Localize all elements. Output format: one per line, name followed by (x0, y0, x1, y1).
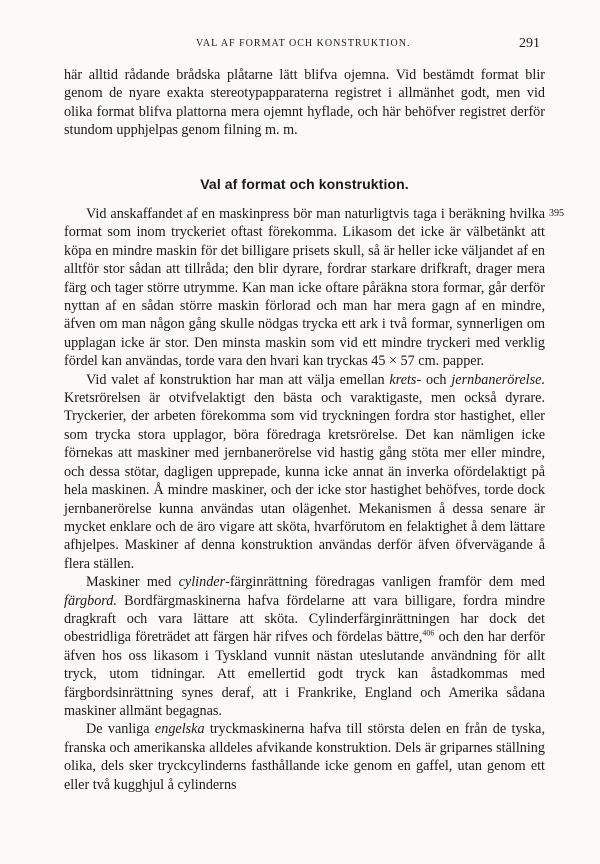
paragraph-2-term-1: krets- (389, 371, 422, 388)
paragraph-4 (64, 720, 545, 794)
paragraph-4-text-a: De vanliga (86, 721, 155, 738)
paragraph-3-term-1: cylinder (178, 574, 226, 591)
intro-paragraph (64, 66, 545, 140)
paragraph-2-text-b: och (421, 371, 452, 388)
paragraph-2-term-2: jernbanerörelse. (451, 371, 545, 388)
paragraph-2 (64, 371, 545, 573)
paragraph-1: Vid anskaffandet af en maskinpress bör man naturligtvis taga i beräkning hvilka format som inom tryckeriet oftast förekomma. Likasom det icke är välbetänkt att köpa en mindre maskin för det billigare prisets skull, så är heller icke väljandet af en alltför stor sådan att tillråda; den blir dyrare, fordrar starkare drifkraft, drager mera färg och tager större utrymme. Kan man icke oftare påräkna stora formar, går derför nyttan af en sådan större maskin förlorad och man har mera gagn af en mindre, äfven om man någon gång skulle nödgas trycka ett ark i två formar, synnerligen om upplagan icke är stor. Den minsta maskin som vid ett mindre tryckeri med verklig fördel kan användas, torde vara den hvari kan tryckas 45 × 57 cm. papper. (64, 206, 545, 370)
margin-note: 395 (549, 208, 564, 219)
paragraph-3-text-a: Maskiner med (86, 574, 179, 591)
page-number: 291 (519, 36, 540, 51)
paragraph-2-text-a: Vid valet af konstruktion har man att välja emellan (86, 371, 390, 388)
running-header (66, 38, 540, 54)
section-body (64, 205, 545, 794)
paragraph-3-text-c: Bordfärgmaskinerna hafva fördelarne att vara billigare, fordra mindre dragkraft och vara lättare att sköta. Cylinderfärginrättningen har dock det obestridliga företrädet att färgen här rifves och fördelas bättre, (64, 592, 545, 646)
intro-text: här alltid rådande brådska plåtarne lätt blifva ojemna. Vid bestämdt format blir genom de nyare exakta stereotypapparaterna registret i allmänhet godt, men vid olika format blifva plattorna mera ojemnt hyflade, och här behöfver registret derför stundom upphjelpas genom filning m. m. (64, 67, 545, 139)
section-heading: Val af format och konstruktion. (200, 176, 409, 192)
paragraph-3 (64, 573, 545, 720)
paragraph-4-term-1: engelska (154, 721, 205, 738)
paragraph-4-text-b: tryckmaskinerna hafva till största delen en från de tyska, franska och amerikanska alldeles afvikande konstruktion. Dels är griparnes ställning olika, dels sker tryckcylinderns fasthållande icke genom en gaffel, utan genom ett eller två kugghjul å cylinderns (64, 721, 545, 793)
footnote-marker: 406 (422, 628, 435, 638)
paragraph-3-text-d: och den har derför äfven hos oss likasom i Tyskland vunnit nästan uteslutande användning för allt tryck, utom tidningar. Att emellertid godt tryck kan åstadkommas med färgbordsinrättning synes deraf, att i Frankrike, England och Amerika sådana maskiner allmänt begagnas. (64, 629, 545, 719)
paragraph-2-text-c: Kretsrörelsen är otvifvelaktigt den bästa och varaktigaste, men också dyrare. Tryckerier, der arbeten förekomma som vid tryckningen fordra stor hastighet, eller som trycka stora upplagor, böra föredraga kretsrörelse. Det kan nämligen icke förnekas att maskiner med jernbanerörelse vid hastig gång stöta mer eller mindre, och dessa stötar, dagligen upprepade, kunna icke annat än inverka ofördelaktigt på hela maskinen. Å mindre maskiner, och der icke stor hastighet behöfves, torde dock jernbanerörelse kunna användas utan olägenhet. Mekanismen å dessa senare är mycket enklare och de äro vigare att sköta, hvarförutom en felaktighet å dem lättare afhjelpes. Maskiner af denna konstruktion användas derför äfven öfvervägande å flera ställen. (64, 390, 545, 572)
paragraph-3-text-b: -färginrättning föredragas vanligen framför dem med (225, 574, 545, 591)
running-title: VAL AF FORMAT OCH KONSTRUKTION. (196, 38, 411, 49)
paragraph-3-term-2: färgbord. (64, 592, 117, 609)
